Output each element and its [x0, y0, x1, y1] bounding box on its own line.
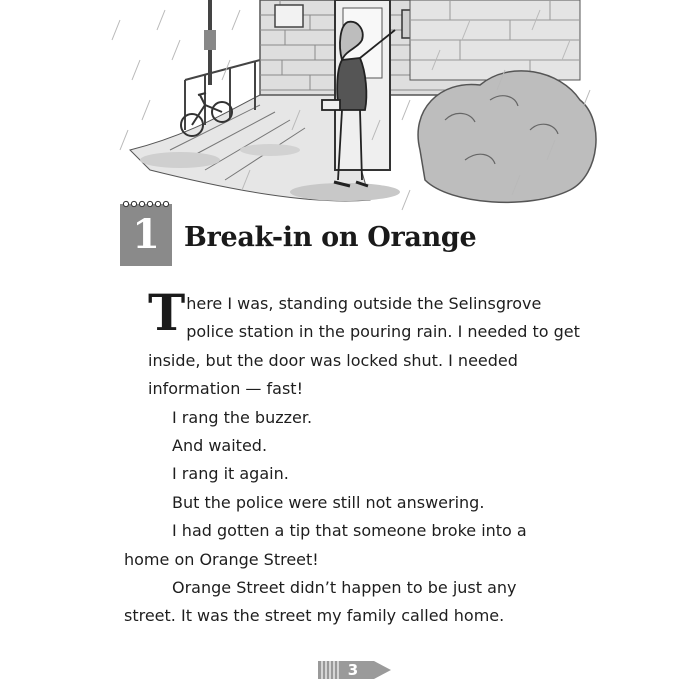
rainy-police-station-illustration — [110, 0, 610, 225]
story-line: But the police were still not answering. — [172, 492, 485, 512]
story-line: And waited. — [172, 436, 268, 456]
story-line: street. It was the street my family called home. — [124, 606, 505, 626]
story-paragraph — [148, 432, 568, 460]
story-paragraph — [148, 489, 568, 517]
story-line: police station in the pouring rain. I needed to get — [186, 322, 580, 342]
chapter-title: Break-in on Orange — [184, 222, 477, 253]
story-line: information — fast! — [148, 379, 303, 399]
story-paragraph — [124, 574, 568, 631]
story-line: home on Orange Street! — [124, 549, 319, 569]
story-paragraph — [148, 404, 568, 432]
story-line: inside, but the door was locked shut. I needed — [148, 350, 518, 370]
story-line: Orange Street didn’t happen to be just any — [172, 578, 517, 598]
story-paragraph — [124, 517, 568, 574]
story-line: I had gotten a tip that someone broke into a — [172, 521, 527, 541]
page-number: 3 — [347, 661, 359, 679]
story-paragraph — [148, 283, 580, 404]
story-line: here I was, standing outside the Selinsgrove — [186, 294, 542, 313]
chapter-number: 1 — [132, 211, 160, 258]
story-line: I rang the buzzer. — [172, 407, 313, 427]
story-paragraph — [148, 460, 568, 488]
drop-cap: T — [148, 283, 186, 342]
story-line: I rang it again. — [172, 464, 289, 484]
story-body — [124, 283, 580, 631]
